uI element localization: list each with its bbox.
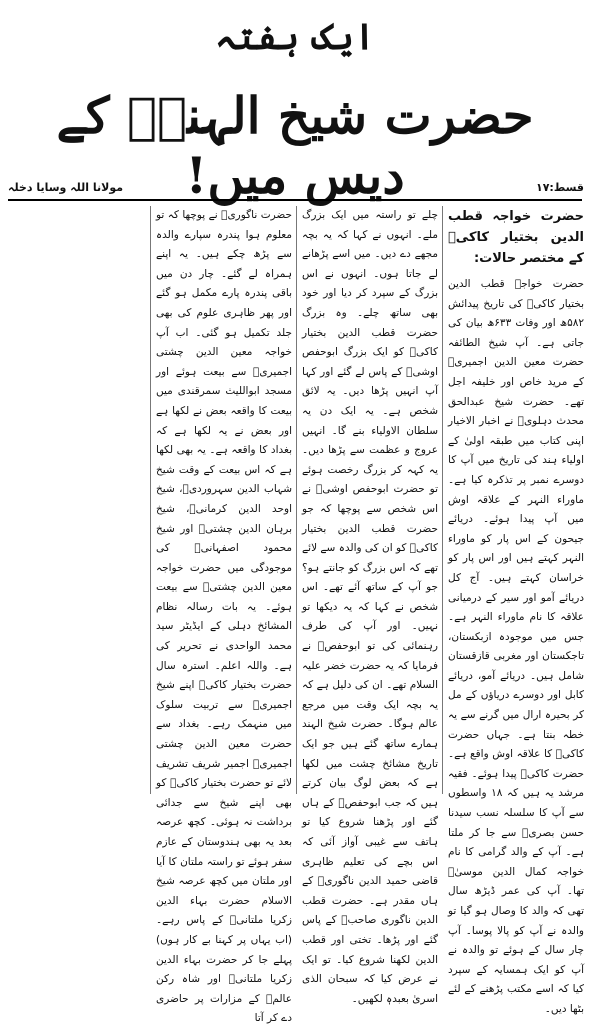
- column-divider: [442, 206, 443, 794]
- header-rule: [8, 199, 582, 201]
- column-divider: [150, 206, 151, 794]
- article-column-4: [10, 206, 146, 794]
- author-name: مولانا اللہ وسایا دخلہ: [8, 181, 124, 194]
- article-columns: [8, 206, 585, 1025]
- column-divider: [296, 206, 297, 794]
- section-subhead: حضرت خواجہ قطب الدین بختیار کاکیؒ کے مختصر حالات:: [448, 209, 584, 266]
- article-column-2: [302, 206, 438, 1005]
- byline-row: [8, 178, 584, 198]
- column-1-text: حضرت خواجہ قطب الدین بختیار کاکیؒ کی تاریخ پیدائش ۵۸۲ھ اور وفات ۶۳۳ھ بیان کی جاتی ہے۔ آپ شیخ الطائفہ حضرت معین الدین اجمیریؒ کے مرید خاص اور خلیفہ اجل تھے۔ حضرت شیخ عبدالحق محدث دہلویؒ نے اخبار الاخیار اپنی کتاب میں طبقہ اولیٰ کے اولیاء ہند کی تاریخ میں آپ کا دوسرے نمبر پر تذکرہ کیا ہے۔ ماوراء النہر کے علاقہ اوش میں آپ پیدا ہوئے۔ دریائے جیحون کے اس پار کو ماوراء النہر کہتے ہیں اور اس پار کو خراسان کہتے ہیں۔ آج کل دریائے آمو اور سیر کے درمیانی علاقہ کا نام ماوراء النہر ہے۔ جس میں موجودہ ازبکستان، تاجکستان اور مغربی قازقستان شامل ہیں۔ دریائے آمو، دریائے کابل اور دوسرے دریاؤں کے مل کر بحیرہ ارال میں گرنے سے یہ خطہ بنتا ہے۔ جہاں حضرت کاکیؒ کا علاقہ اوش واقع ہے۔ حضرت کاکیؒ پیدا ہوئے۔ فقیہ مرشد یہ ہیں کہ ۱۸ واسطوں سے آپ کا سلسلہ نسب سیدنا حسن بصریؓ سے جا کر ملتا ہے۔ آپ کے والد گرامی کا نام خواجہ کمال الدین موسیٰؒ تھا۔ آپ کی عمر ڈیڑھ سال تھی کہ والد کا وصال ہو گیا تو والدہ نے آپ کو پالا پوسا۔ آپ چار سال کے ہوئے تو والدہ نے آپ کو ایک ہمسایہ کے سپرد کیا کہ اسے مکتب پڑھنے کے لئے بٹھا دیں۔: [448, 278, 585, 1015]
- headline: حضرت شیخ الہندؒ کے دیس میں!: [56, 86, 534, 205]
- episode-number: قسط:۱۷: [535, 181, 584, 194]
- article-column-1: [448, 206, 585, 1015]
- article-column-3: [156, 206, 292, 1025]
- kicker-title: ایک ہفتہ: [214, 16, 376, 58]
- column-3-text: حضرت ناگوریؒ نے پوچھا کہ تو معلوم ہوا پندرہ سپارے والدہ سے پڑھ چکے ہیں۔ یہ اپنے ہمراہ لے گئے۔ چار دن میں باقی پندرہ پارے مکمل ہو گئے اور پھر ظاہری علوم کی بھی جلد تکمیل ہو گئی۔ اب آپ خواجہ معین الدین چشتی اجمیریؒ سے بیعت ہوئے اور مسجد ابواللیث سمرقندی میں بیعت کا واقعہ بعض نے لکھا ہے اور بعض نے یہ لکھا ہے کہ بغداد کا واقعہ ہے۔ یہ بھی لکھا ہے کہ اس بیعت کے وقت شیخ شہاب الدین سہروردیؒ، شیخ اوحد الدین کرمانیؒ، شیخ برہان الدین چشتیؒ اور شیخ محمود اصفہانیؒ کی موجودگی میں حضرت خواجہ معین الدین چشتیؒ سے بیعت ہوئے۔ یہ بات رسالہ نظام المشائخ دہلی کے ایڈیٹر سید محمد الواحدی نے تحریر کی ہے۔ واللہ اعلم۔ استرہ سال حضرت بختیار کاکیؒ اپنے شیخ اجمیریؒ سے تربیت سلوک میں منہمک رہے۔ بغداد سے حضرت معین الدین چشتی اجمیریؒ اجمیر شریف تشریف لائے تو حضرت بختیار کاکیؒ کو بھی اپنے شیخ سے جدائی برداشت نہ ہوئی۔ کچھ عرصہ بعد یہ بھی ہندوستان کے عازم سفر ہوئے تو راستہ ملتان کا آیا اور ملتان میں کچھ عرصہ شیخ الاسلام حضرت بہاء الدین زکریا ملتانیؒ کے پاس رہے۔ (اب یہاں پر کہنا بے کار ہوں) پہلے جا کر حضرت بہاء الدین زکریا ملتانیؒ اور شاہ رکن عالمؒ کے مزارات پر حاضری دے کر آتا: [156, 209, 292, 1025]
- column-2-text: چلے تو راستہ میں ایک بزرگ ملے۔ انہوں نے کہا کہ یہ بچہ مجھے دے دیں۔ میں اسے پڑھانے لے جاتا ہوں۔ انہوں نے اس بزرگ کے سپرد کر دیا اور خود بھی ساتھ چلے۔ وہ بزرگ حضرت قطب الدین بختیار کاکیؒ کو ایک بزرگ ابوحفص اوشیؒ کے پاس لے گئے اور کہا آپ انہیں پڑھا دیں۔ یہ لائق شخص ہے۔ یہ ایک دن یہ سلطان الاولیاء بنے گا۔ انہیں عروج و عظمت سے پڑھا دیں۔ یہ کہہ کر بزرگ رخصت ہوئے تو حضرت ابوحفص اوشیؒ نے اس شخص سے پوچھا کہ جو حضرت قطب الدین بختیار کاکیؒ کو ان کی والدہ سے لائے تھے کہ اس بزرگ کو جانتے ہو؟ جو آپ کے ساتھ آئے تھے۔ اس شخص نے کہا کہ یہ دیکھا تو نہیں۔ اور آپ کی طرف رہنمائی کی تو ابوحفصؒ نے فرمایا کہ یہ حضرت خضر علیہ السلام تھے۔ ان کی دلیل ہے کہ یہ بچہ ایک وقت میں مرجع عالم ہوگا۔ حضرت شیخ الہند ہمارے ساتھ گئے ہیں جو ایک تاریخ مشائخ چشت میں لکھا ہے کہ بعض لوگ بیان کرتے ہیں کہ جب ابوحفصؒ کے ہاں گئے اور پڑھنا شروع کیا تو ہاتف سے غیبی آواز آئی کہ اس بچے کی تعلیم ظاہری قاضی حمید الدین ناگوریؒ کے ہاں مقدر ہے۔ حضرت قطب الدین ناگوری صاحبؒ کے پاس گئے اور پڑھا۔ تختی اور قطب الدین لکھنا شروع کیا۔ تو ایک نے عرض کیا کہ سبحان الذی اسریٰ بعبدہٖ لکھیں۔: [302, 209, 438, 1005]
